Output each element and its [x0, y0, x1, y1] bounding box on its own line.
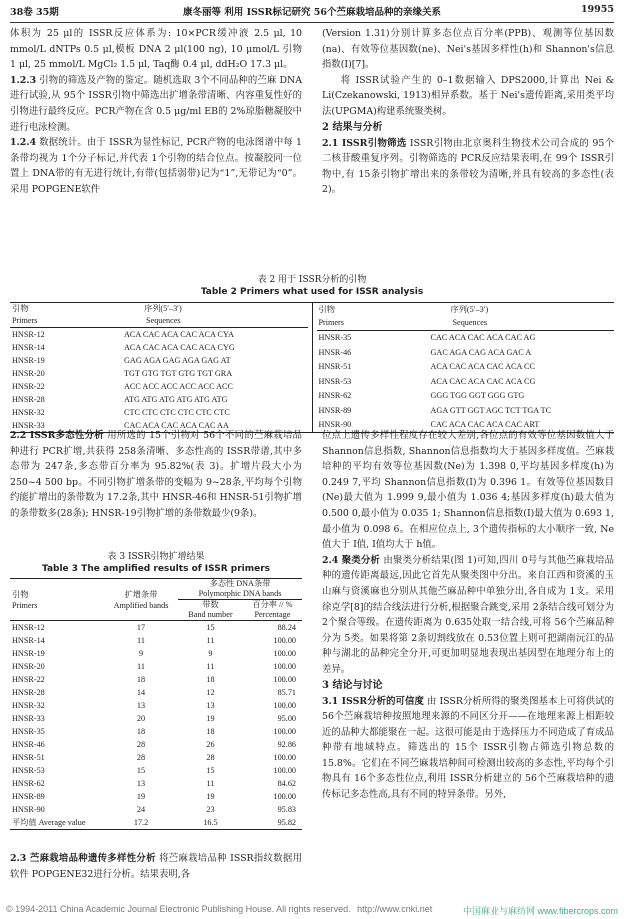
table-2-title-en: Table 2 Primers what used for ISSR analysis	[200, 287, 424, 297]
primer-name: HNSR-22	[12, 675, 45, 684]
primer-name: HNSR-89	[318, 405, 352, 415]
polymorphism-paragraph	[10, 428, 302, 522]
primer-sequence: ACA CAC ACA CAC ACA CG	[430, 376, 536, 386]
data-statistics-text: 数据统计。由于 ISSR为显性标记, PCR产物的电泳图谱中每 1条带均视为 1个分子标记,并代表 1个引物的结合位点。按凝胶同一位置上 DNA带的有无进行统计,有带(包括弱带)记为“1”,无带记为“0”。采用 POPGENE软件	[10, 137, 302, 195]
primer-name: HNSR-20	[12, 662, 45, 671]
polymorphic-band-number: 12	[206, 688, 215, 697]
cluster-analysis-paragraph	[322, 553, 614, 678]
polymorphic-percentage: 92.86	[277, 740, 296, 749]
polymorphic-band-number: 26	[206, 740, 215, 749]
amplified-bands: 17	[136, 623, 146, 632]
primer-screening-results-text: ISSR引物由北京奥科生物技术公司合成的 95个二核苷酸重复序列。引物筛选的 PCR反应结果表明,在 99个 ISSR引物中,有 15条引物扩增出来的条带较为清晰,并具有较高的多态性(表 2)。	[322, 137, 614, 196]
table-row	[10, 354, 308, 367]
table-row	[10, 647, 302, 660]
table-2-caption	[10, 274, 614, 298]
t2-head-primer-cn: 引物	[12, 304, 29, 313]
primer-name: HNSR-22	[12, 382, 45, 391]
polymorphic-band-number: 9	[208, 649, 213, 658]
primer-name: HNSR-33	[12, 714, 45, 723]
primer-sequence: GAG AGA GAG AGA GAG AT	[124, 356, 231, 365]
amplified-bands: 24	[136, 805, 146, 814]
polymorphic-percentage: 100.00	[273, 792, 296, 801]
table-row	[10, 673, 302, 686]
genetic-diversity-text: 将苎麻栽培品种 ISSR指纹数据用软件 POPGENE32进行分析。结果表明,各	[10, 853, 302, 880]
primer-name: HNSR-28	[12, 688, 45, 697]
polymorphism-text: 用所选的 15个引物对 56个不同的苎麻栽培品种进行 PCR扩增,共获得 258条清晰、多态性高的 ISSR带谱,其中多态带为 247条,多态带百分率为 95.82%(表 3)。扩增片段大小为 250~4 500 bp。不同引物扩增条带的变幅为 9~28条,平均每个引物约能扩增出的条带数为 17.2条,其中 HNSR-46和 HNSR-51引物扩增的条带数多(28条); HNSR-19引物扩增的条带数最少(9条)。	[10, 430, 302, 519]
polymorphic-percentage: 100.00	[273, 675, 296, 684]
primer-name: HNSR-35	[318, 333, 352, 343]
table-3-caption	[10, 551, 302, 575]
diversity-results-paragraph: 位点上遗传多样性程度存在较大差别,各位点的有效等位基因数值大于 Shannon信息指数, Shannon信息指数均大于基因多样度值。苎麻栽培种的平均有效等位基因数(Ne)为 1.398 0,平均基因多样度(h)为 0.249 7,平均 Shannon信息指数(I)为 0.396 1。有效等位基因数目(Ne)最大值为 1.999 9,最小值为 1.036 4;基因多样度(h)最大值为 0.500 0,最小值为 0.035 1; Shannon信息指数(I)最大值为 0.693 1,最小值为 0.098 6。在相应位点上, 3个遗传指标的大小顺序一致, Ne值大于 I值, I值均大于 h值。	[322, 430, 614, 551]
primer-screening-paragraph	[10, 73, 302, 135]
polymorphic-band-number: 18	[206, 675, 215, 684]
primer-name: HNSR-19	[12, 356, 45, 365]
section-3-heading: 3 结论与讨论	[322, 679, 383, 691]
primer-screening-text: 引物的筛选及产物的鉴定。随机选取 3个不同品种的苎麻 DNA进行试验,从 95个 ISSR引物中筛选出扩增条带清晰、内容重复性好的引物进行最终反应。PCR产物在含 0.5 μg/ml EB的 2%琼脂糖凝胶中进行电泳检测。	[10, 74, 302, 133]
table-row	[10, 699, 302, 712]
popgene-version-paragraph: (Version 1.31)分别计算多态位点百分率(PPB)、观测等位基因数(na)、有效等位基因数(ne)、Nei's基因多样性(h)和 Shannon's信息指数(I)[7]。	[322, 28, 614, 71]
primer-name: HNSR-53	[318, 376, 352, 386]
primer-sequence: ACA CAC ACA CAC ACA CYG	[124, 343, 235, 352]
table-row	[10, 790, 302, 803]
table-row	[10, 764, 302, 777]
amplified-bands: 28	[136, 753, 146, 762]
primer-name: HNSR-28	[12, 395, 45, 404]
table-3	[10, 578, 302, 830]
cluster-analysis-text: 由聚类分析结果(图 1)可知,四川 0号与其他苎麻栽培品种的遗传距离最远,因此它首先从聚类图中分出。来自江西和资溪的玉山麻与资溪麻也分别从其他苎麻品种中单独分出,各自成为 1支。采用徐克学[8]的结合线法进行分析,根据聚合跳变,采用 2条结合线可划分为 2个聚合等级。在遗传距离为 0.635处取一结合线,可将 56个苎麻品种分为 5类。如果将第 2条切割线放在 0.53位置上则可把湖南沅江的品种与湖北的品种完全分开,可更加明显地表现出基因型在地理分布上的差异。	[322, 554, 615, 675]
polymorphic-band-number: 19	[206, 714, 215, 723]
section-2-1-heading: 2.1 ISSR引物筛选	[322, 137, 407, 149]
primer-name: 平均值 Average value	[12, 818, 86, 827]
table-row	[10, 621, 302, 635]
primer-name: HNSR-62	[12, 779, 45, 788]
primer-name: HNSR-20	[12, 369, 45, 378]
amplified-bands: 13	[136, 701, 146, 710]
t2-head-primer-en: Primers	[12, 316, 38, 325]
table-row	[317, 360, 615, 374]
right-column-middle	[322, 428, 614, 803]
table-row	[10, 367, 308, 380]
amplified-bands: 19	[136, 792, 146, 801]
t3-head-primer: 引物 Primers	[12, 589, 38, 610]
polymorphic-band-number: 13	[206, 701, 215, 710]
page-number: 19955	[580, 4, 614, 15]
table-row	[10, 751, 302, 764]
t3-head-pct-cn: 百分率 // %	[252, 600, 293, 609]
primer-sequence: GGG TGG GGT GGG GTG	[430, 391, 525, 401]
header-rule	[10, 22, 614, 23]
polymorphic-band-number: 16.5	[203, 818, 218, 827]
table-row	[10, 660, 302, 673]
polymorphic-percentage: 95.83	[277, 805, 296, 814]
table-row	[10, 406, 308, 419]
section-2-heading: 2 结果与分析	[322, 121, 383, 133]
table-row	[317, 374, 615, 388]
primer-name: HNSR-51	[318, 362, 352, 372]
watermark: 中国麻业与麻纺网 www.fibercrops.com	[462, 906, 618, 916]
t3-head-pct-en: Percentage	[254, 610, 291, 619]
table-row	[10, 328, 308, 342]
polymorphic-percentage: 95.00	[277, 714, 296, 723]
t2-head-seq-cn: 序列(5′–3′)	[144, 304, 182, 313]
primer-name: HNSR-46	[12, 740, 45, 749]
polymorphic-band-number: 15	[206, 766, 215, 775]
polymorphic-percentage: 85.71	[277, 688, 296, 697]
table-row	[10, 725, 302, 738]
polymorphic-percentage: 100.00	[273, 701, 296, 710]
reaction-system-paragraph: 体积为 25 μl的 ISSR反应体系为: 10×PCR缓冲液 2.5 μl, 10 mmol/L dNTPs 0.5 μl,模板 DNA 2 μl(100 ng), 10 μmol/L 引物 1 μl, 25 mmol/L MgCl₂ 1.5 μl, Taq酶 0.4 μl, ddH₂O 17.3 μl。	[10, 28, 302, 71]
table-3-grid	[10, 578, 302, 830]
table-row	[317, 330, 615, 345]
table-2	[10, 302, 614, 433]
left-column-top	[10, 26, 302, 198]
polymorphic-percentage: 95.82	[277, 818, 296, 827]
primer-name: HNSR-62	[318, 391, 352, 401]
table-3-title-en: Table 3 The amplified results of ISSR primers	[41, 564, 271, 574]
t2-head-seq-cn-right: 序列(5′–3′)	[450, 304, 489, 314]
polymorphic-percentage: 100.00	[273, 766, 296, 775]
amplified-bands: 20	[136, 714, 146, 723]
polymorphic-band-number: 15	[206, 623, 215, 632]
amplified-bands: 14	[136, 688, 146, 697]
primer-name: HNSR-14	[12, 343, 45, 352]
left-column-bottom	[10, 851, 302, 882]
right-column-top	[322, 26, 614, 198]
primer-screening-results-paragraph	[322, 136, 614, 198]
polymorphic-percentage: 100.00	[273, 753, 296, 762]
primer-name: HNSR-12	[12, 623, 45, 632]
copyright-notice: © 1994-2011 China Academic Journal Electronic Publishing House. All rights reserved.	[6, 904, 351, 914]
polymorphic-percentage: 84.62	[277, 779, 296, 788]
t3-head-num-en: Band number	[188, 610, 233, 619]
dps-analysis-paragraph: 将 ISSR试验产生的 0–1数据输入 DPS2000,计算出 Nei & Li(Czekanowski, 1913)相异系数。基于 Nei's遗传距离,采用类平均法(UPGMA)构建系统聚类树。	[322, 74, 614, 117]
primer-name: HNSR-51	[12, 753, 45, 762]
primer-sequence: ACA CAC ACA CAC ACA CYA	[124, 330, 234, 339]
reliability-text: 由 ISSR分析所得的聚类图基本上可将供试的 56个苎麻栽培种按照地理来源的不同区分开——在地理来源上相距较近的品种大都能聚在一起。这很可能是由于选择压力不同造成了育成品种带有地域特点。筛选出的 15个 ISSR引物占筛选引物总数的 15.8%。它们在不同苎麻栽培种间可检测出较高的多态性,平均每个引物具有 16个多态性位点,利用 ISSR分析建立的 56个苎麻栽培种的遗传标记多态性高,具有不同的特异条带。另外,	[322, 695, 614, 801]
polymorphic-percentage: 88.24	[277, 623, 296, 632]
running-header	[10, 4, 614, 20]
primer-sequence: CAC ACA CAC ACA CAC ART	[430, 420, 540, 430]
cnki-link[interactable]: http://www.cnki.net	[357, 904, 433, 914]
table-row	[10, 777, 302, 790]
section-2-3-heading: 2.3 苎麻栽培品种遗传多样性分析	[10, 853, 156, 864]
amplified-bands: 11	[137, 662, 145, 671]
primer-name: HNSR-35	[12, 727, 45, 736]
section-number-1-2-3: 1.2.3	[10, 74, 37, 86]
primer-sequence: AGA GTT GGT AGC TCT TGA TC	[430, 405, 552, 415]
amplified-bands: 9	[138, 649, 144, 658]
table-row	[10, 634, 302, 647]
polymorphic-band-number: 11	[206, 779, 215, 788]
table-2-title-cn: 表 2 用于 ISSR分析的引物	[257, 275, 367, 285]
reliability-paragraph	[322, 694, 614, 803]
polymorphic-band-number: 23	[206, 805, 215, 814]
left-column-middle	[10, 428, 302, 522]
section-2-4-heading: 2.4 聚类分析	[322, 554, 381, 566]
amplified-bands: 18	[136, 727, 146, 736]
primer-sequence: CAC ACA CAC ACA CAC AG	[430, 333, 536, 343]
primer-sequence: CTC CTC CTC CTC CTC CTC	[124, 408, 230, 417]
polymorphic-band-number: 11	[206, 636, 215, 645]
t2-head-seq-en: Sequences	[146, 316, 181, 325]
table-row	[317, 389, 615, 403]
primer-name: HNSR-32	[12, 408, 45, 417]
table-row	[317, 345, 615, 359]
amplified-bands: 28	[136, 740, 146, 749]
table-row	[10, 803, 302, 816]
table-row	[317, 403, 615, 417]
primer-sequence: ACC ACC ACC ACC ACC ACC	[124, 382, 233, 391]
t2-head-primer-cn-right: 引物	[318, 304, 335, 314]
table-row	[10, 816, 302, 830]
table-row	[10, 341, 308, 354]
polymorphic-percentage: 100.00	[273, 649, 296, 658]
polymorphic-band-number: 18	[206, 727, 215, 736]
table-row	[10, 393, 308, 406]
section-2-2-heading: 2.2 ISSR多态性分析	[10, 430, 104, 441]
t3-head-poly: 多态性 DNA条带 Polymorphic DNA bands	[198, 579, 282, 598]
primer-name: HNSR-12	[12, 330, 45, 339]
primer-sequence: CAC ACA CAC ACA CAC AA	[124, 421, 229, 430]
amplified-bands: 18	[136, 675, 146, 684]
primer-name: HNSR-14	[12, 636, 45, 645]
amplified-bands: 17.2	[133, 818, 149, 827]
table-row	[10, 380, 308, 393]
table-3-title-cn: 表 3 ISSR引物扩增结果	[107, 552, 205, 562]
section-3-1-heading: 3.1 ISSR分析的可信度	[322, 695, 424, 707]
table-2-right	[317, 303, 615, 432]
polymorphic-percentage: 100.00	[273, 662, 296, 671]
amplified-bands: 15	[136, 766, 146, 775]
t2-head-seq-en-right: Sequences	[452, 318, 488, 328]
polymorphic-percentage: 100.00	[273, 727, 296, 736]
primer-name: HNSR-32	[12, 701, 45, 710]
journal-volume: 38卷 35期	[10, 7, 59, 18]
primer-sequence: ACA CAC ACA CAC ACA CC	[430, 362, 535, 372]
primer-name: HNSR-19	[12, 649, 45, 658]
table-row	[10, 686, 302, 699]
primer-sequence: GAC AGA CAG ACA GAC A	[430, 347, 532, 357]
polymorphic-band-number: 11	[206, 662, 215, 671]
table-row	[10, 712, 302, 725]
table-2-left	[10, 303, 308, 432]
polymorphic-band-number: 28	[206, 753, 215, 762]
t2-head-primer-en-right: Primers	[318, 318, 344, 328]
primer-name: HNSR-33	[12, 421, 45, 430]
footer	[6, 904, 618, 914]
polymorphic-percentage: 100.00	[273, 636, 296, 645]
primer-name: HNSR-46	[318, 347, 352, 357]
table-row	[10, 738, 302, 751]
data-statistics-paragraph	[10, 135, 302, 197]
t3-head-num-cn: 带数	[202, 600, 219, 609]
polymorphic-band-number: 19	[206, 792, 215, 801]
t3-head-amp: 扩增条带 Amplified bands	[113, 589, 169, 610]
section-number-1-2-4: 1.2.4	[10, 137, 37, 149]
amplified-bands: 11	[137, 636, 145, 645]
primer-name: HNSR-53	[12, 766, 45, 775]
genetic-diversity-paragraph	[10, 851, 302, 882]
primer-name: HNSR-89	[12, 792, 45, 801]
primer-name: HNSR-90	[12, 805, 45, 814]
running-title: 康冬丽等 利用 ISSR标记研究 56个苎麻栽培品种的亲缘关系	[183, 7, 441, 18]
primer-name: HNSR-90	[318, 420, 352, 430]
primer-sequence: ATG ATG ATG ATG ATG ATG	[124, 395, 228, 404]
primer-sequence: TGT GTG TGT GTG TGT GRA	[124, 369, 233, 378]
amplified-bands: 13	[136, 779, 146, 788]
